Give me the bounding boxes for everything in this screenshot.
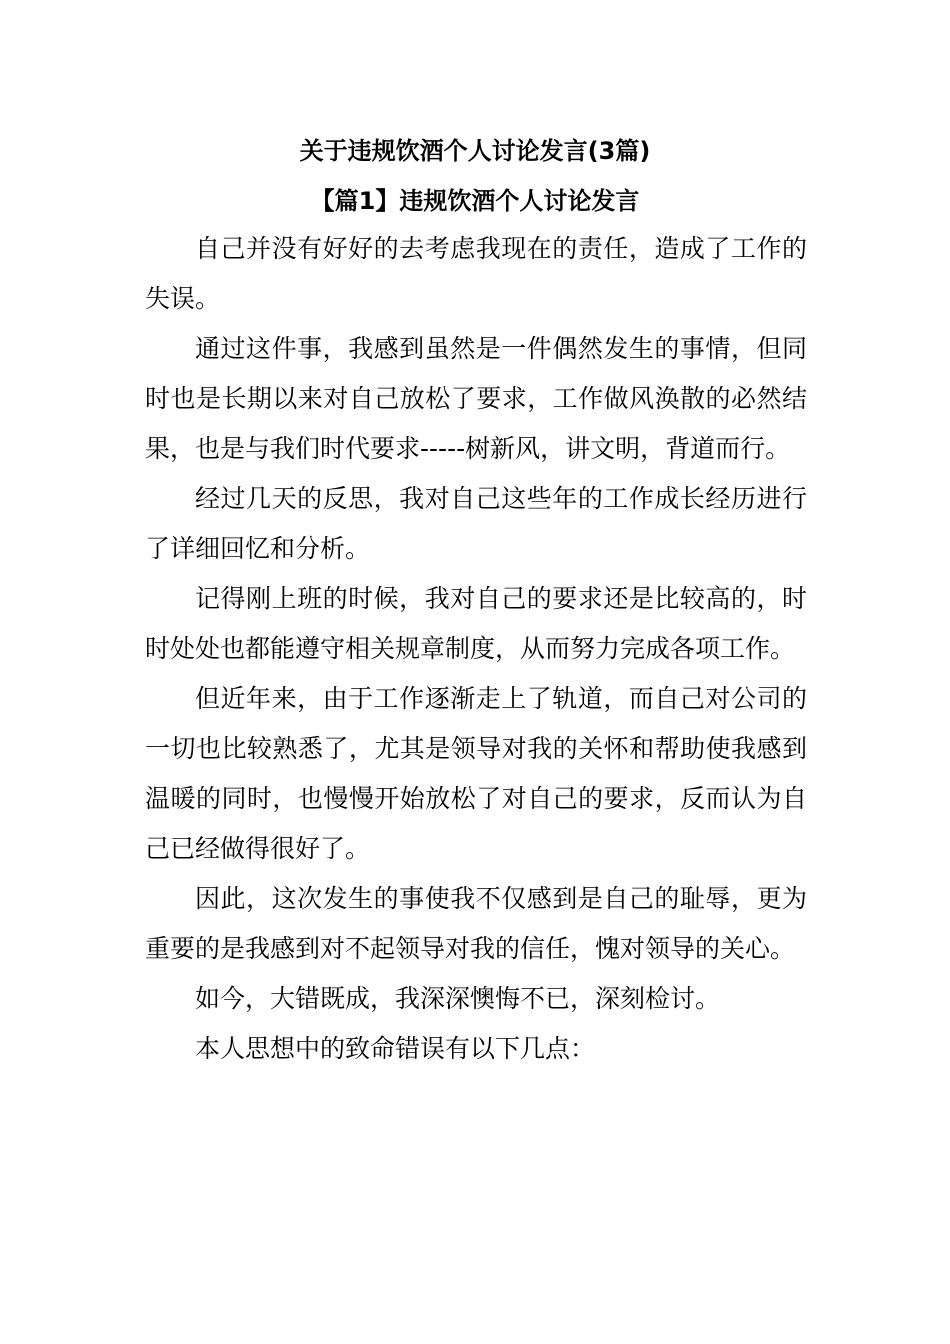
section-title: 【篇1】违规饮酒个人讨论发言 — [310, 187, 640, 215]
paragraph: 记得刚上班的时候，我对自己的要求还是比较高的，时时处处也都能遵守相关规章制度，从而努力完成各项工作。 — [145, 584, 807, 663]
paragraph: 但近年来，由于工作逐渐走上了轨道，而自己对公司的一切也比较熟悉了，尤其是领导对我的关怀和帮助使我感到温暖的同时，也慢慢开始放松了对自己的要求，反而认为自己已经做得很好了。 — [145, 684, 807, 863]
paragraph: 如今，大错既成，我深深懊悔不已，深刻检讨。 — [195, 984, 721, 1013]
paragraph: 自己并没有好好的去考虑我现在的责任，造成了工作的失误。 — [145, 234, 807, 313]
document-body — [145, 224, 807, 1074]
document-title: 关于违规饮酒个人讨论发言(3篇) — [299, 137, 651, 165]
paragraph: 通过这件事，我感到虽然是一件偶然发生的事情，但同时也是长期以来对自己放松了要求，工作做风涣散的必然结果，也是与我们时代要求-----树新风，讲文明，背道而行。 — [145, 334, 807, 463]
paragraph: 本人思想中的致命错误有以下几点： — [195, 1034, 596, 1063]
paragraph: 经过几天的反思，我对自己这些年的工作成长经历进行了详细回忆和分析。 — [145, 484, 807, 563]
paragraph: 因此，这次发生的事使我不仅感到是自己的耻辱，更为重要的是我感到对不起领导对我的信任，愧对领导的关心。 — [145, 884, 807, 963]
